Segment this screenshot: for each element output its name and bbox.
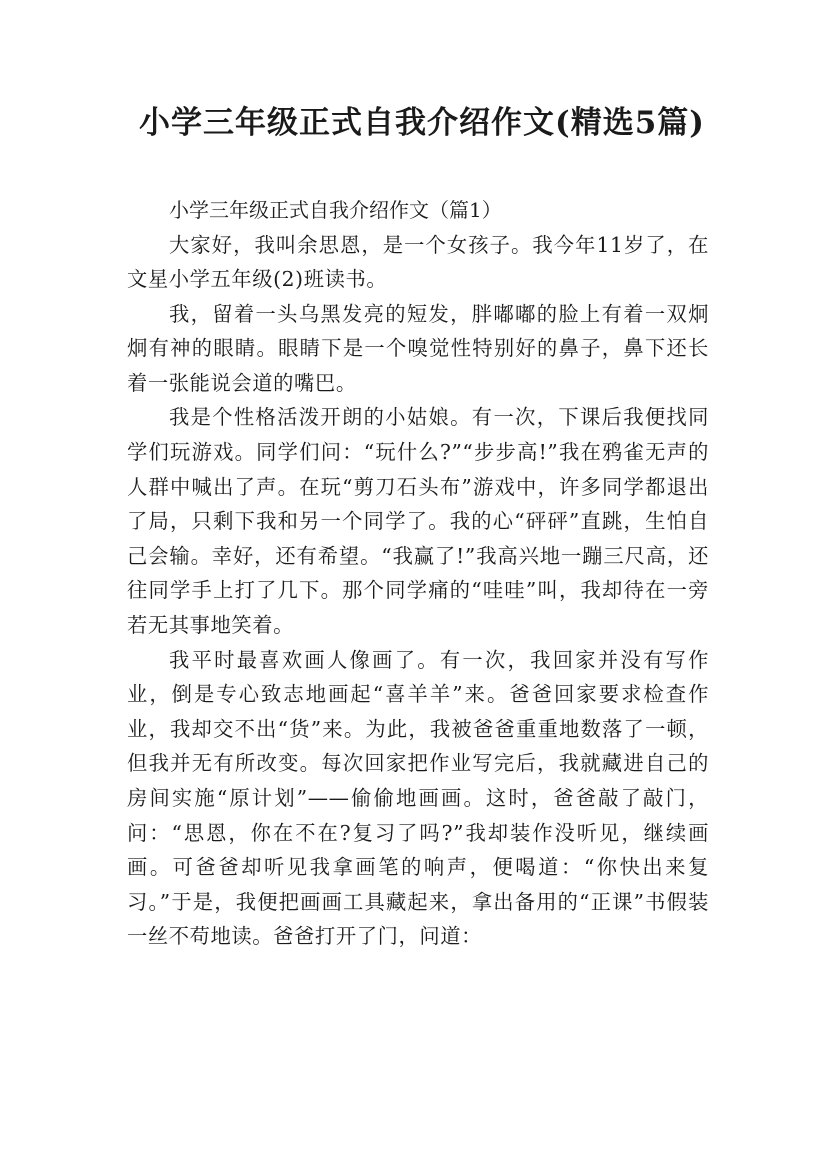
paragraph-3: 我是个性格活泼开朗的小姑娘。有一次，下课后我便找同学们玩游戏。同学们问：“玩什么?”“步步高!”我在鸦雀无声的人群中喊出了声。在玩“剪刀石头布”游戏中，许多同学都退出了局，只剩下我和另一个同学了。我的心“砰砰”直跳，生怕自己会输。幸好，还有希望。“我赢了!”我高兴地一蹦三尺高，还往同学手上打了几下。那个同学痛的“哇哇”叫，我却待在一旁若无其事地笑着。 bbox=[127, 405, 709, 638]
paragraph-2: 我，留着一头乌黑发亮的短发，胖嘟嘟的脸上有着一双炯炯有神的眼睛。眼睛下是一个嗅觉性特别好的鼻子，鼻下还长着一张能说会道的嘴巴。 bbox=[127, 301, 709, 395]
section-heading: 小学三年级正式自我介绍作文（篇1） bbox=[169, 198, 502, 222]
paragraph-4: 我平时最喜欢画人像画了。有一次，我回家并没有写作业，倒是专心致志地画起“喜羊羊”来。爸爸回家要求检查作业，我却交不出“货”来。为此，我被爸爸重重地数落了一顿，但我并无有所改变。每次回家把作业写完后，我就藏进自己的房间实施“原计划”——偷偷地画画。这时，爸爸敲了敲门，问：“思恩，你在不在?复习了吗?”我却装作没听见，继续画画。可爸爸却听见我拿画笔的响声，便喝道：“你快出来复习。”于是，我便把画画工具藏起来，拿出备用的“正课”书假装一丝不苟地读。爸爸打开了门，问道： bbox=[127, 647, 709, 949]
document-title: 小学三年级正式自我介绍作文(精选5篇) bbox=[139, 105, 705, 141]
paragraph-1: 大家好，我叫余思恩，是一个女孩子。我今年11岁了，在文星小学五年级(2)班读书。 bbox=[127, 232, 709, 292]
